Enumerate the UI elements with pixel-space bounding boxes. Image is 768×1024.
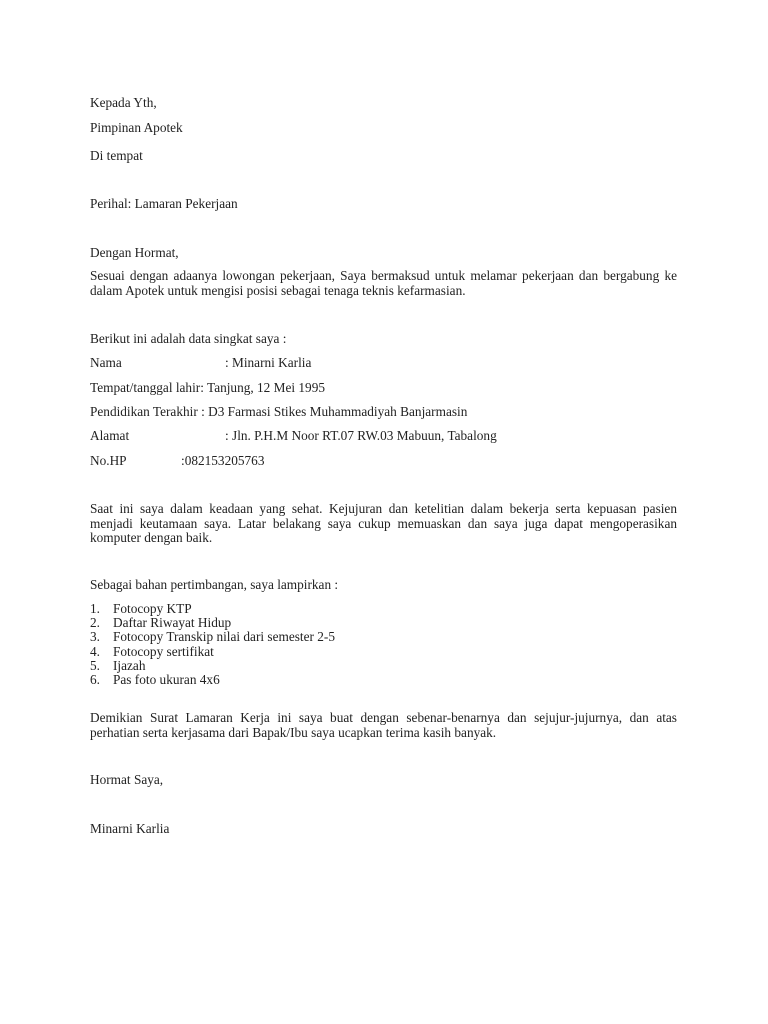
list-text: Ijazah: [113, 657, 146, 673]
closing-paragraph: Demikian Surat Lamaran Kerja ini saya buat dengan sebenar-benarnya dan sejujur-jujurnya, dan atas perhatian serta kerjasama dari Bapak/Ibu saya ucapkan terima kasih banyak.: [90, 710, 677, 740]
personal-data-label: Nama: [90, 355, 122, 370]
list-text: Pas foto ukuran 4x6: [113, 671, 220, 687]
list-text: Fotocopy KTP: [113, 601, 192, 616]
list-text: Fotocopy sertifikat: [113, 643, 214, 659]
personal-data-value: :082153205763: [181, 453, 265, 468]
closing-salutation: Hormat Saya,: [90, 772, 164, 787]
list-number: 3.: [90, 629, 100, 645]
list-item: [90, 645, 335, 659]
greeting: Dengan Hormat,: [90, 245, 179, 260]
recipient-line-3: Di tempat: [90, 148, 143, 163]
personal-data-label: Pendidikan Terakhir: [90, 404, 198, 419]
attachments-list: [90, 602, 335, 687]
list-number: 5.: [90, 657, 100, 673]
list-item: [90, 630, 335, 644]
list-item: [90, 616, 335, 630]
list-number: 1.: [90, 601, 100, 616]
personal-data-label: No.HP: [90, 453, 127, 468]
personal-data-value: : Jln. P.H.M Noor RT.07 RW.03 Mabuun, Tabalong: [225, 428, 497, 443]
data-heading: Berikut ini adalah data singkat saya :: [90, 331, 287, 346]
list-item: [90, 673, 335, 687]
personal-data-label: Tempat/tanggal lahir: [90, 380, 201, 395]
list-item: [90, 659, 335, 673]
subject-line: Perihal: Lamaran Pekerjaan: [90, 196, 238, 211]
attachments-heading: Sebagai bahan pertimbangan, saya lampirkan :: [90, 577, 339, 592]
personal-data-phone: [90, 454, 264, 468]
list-text: Daftar Riwayat Hidup: [113, 615, 232, 631]
personal-data-address: [90, 429, 497, 443]
list-number: 2.: [90, 615, 100, 631]
list-text: Fotocopy Transkip nilai dari semester 2-5: [113, 629, 335, 645]
list-number: 4.: [90, 643, 100, 659]
personal-data-value: : D3 Farmasi Stikes Muhammadiyah Banjarmasin: [197, 404, 468, 419]
personal-data-value: : Minarni Karlia: [225, 355, 312, 370]
condition-paragraph: Saat ini saya dalam keadaan yang sehat. Kejujuran dan ketelitian dalam bekerja serta kepuasan pasien menjadi keutamaan saya. Latar belakang saya cukup memuaskan dan saya juga dapat mengoperasikan komputer dengan baik.: [90, 501, 677, 545]
recipient-line-1: Kepada Yth,: [90, 95, 157, 110]
personal-data-birth: [90, 381, 325, 395]
personal-data-education: [90, 405, 467, 419]
intro-paragraph: Sesuai dengan adaanya lowongan pekerjaan, Saya bermaksud untuk melamar pekerjaan dan bergabung ke dalam Apotek untuk mengisi posisi sebagai tenaga teknis kefarmasian.: [90, 268, 677, 298]
list-number: 6.: [90, 671, 100, 687]
signature-name: Minarni Karlia: [90, 821, 170, 836]
personal-data-value: : Tanjung, 12 Mei 1995: [200, 380, 325, 395]
personal-data-label: Alamat: [90, 428, 130, 443]
list-item: [90, 602, 335, 616]
recipient-line-2: Pimpinan Apotek: [90, 120, 183, 135]
personal-data-name: [90, 356, 311, 370]
